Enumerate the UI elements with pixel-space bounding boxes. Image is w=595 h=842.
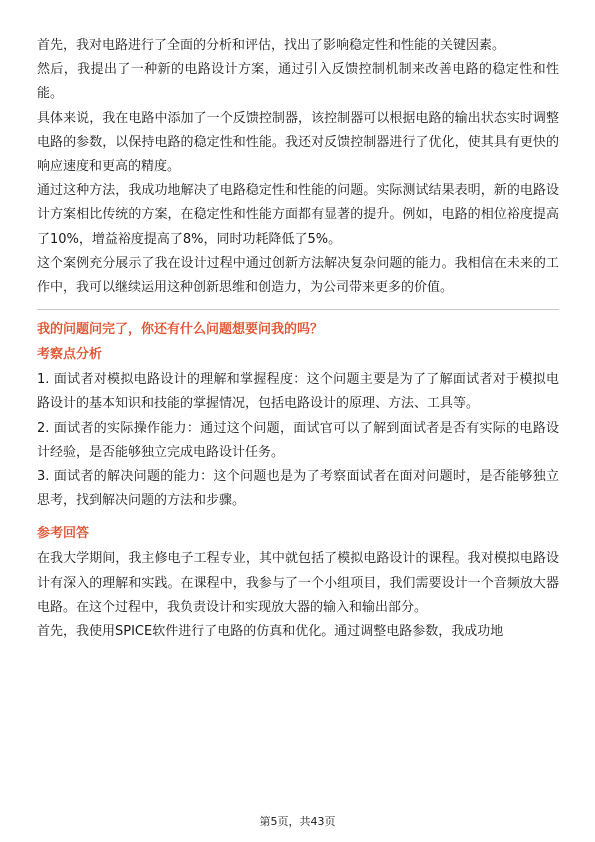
body-paragraph: 首先，我对电路进行了全面的分析和评估，找出了影响稳定性和性能的关键因素。 xyxy=(37,38,506,53)
interview-question: 我的问题问完了，你还有什么问题想要问我的吗？ xyxy=(37,322,324,338)
body-paragraph: 然后，我提出了一种新的电路设计方案，通过引入反馈控制机制来改善电路的稳定性和性能。 xyxy=(37,62,559,102)
document-page xyxy=(37,34,559,644)
body-paragraph: 这个案例充分展示了我在设计过程中通过创新方法解决复杂问题的能力。我相信在未来的工作中，我可以继续运用这种创新思维和创造力，为公司带来更多的价值。 xyxy=(37,255,559,296)
analysis-item: 2. 面试者的实际操作能力：通过这个问题，面试官可以了解到面试者是否有实际的电路设计经验，是否能够独立完成电路设计任务。 xyxy=(37,420,559,460)
body-paragraph: 具体来说，我在电路中添加了一个反馈控制器，该控制器可以根据电路的输出状态实时调整电路的参数，以保持电路的稳定性和性能。我还对反馈控制器进行了优化，使其具有更快的响应速度和更高的精度。 xyxy=(37,110,559,175)
body-paragraph: 通过这种方法，我成功地解决了电路稳定性和性能的问题。实际测试结果表明，新的电路设计方案相比传统的方案，在稳定性和性能方面都有显著的提升。例如，电路的相位裕度提高了10%，增益裕度提高了8%，同时功耗降低了5%。 xyxy=(37,183,559,247)
analysis-item: 3. 面试者的解决问题的能力：这个问题也是为了考察面试者在面对问题时，是否能够独立思考，找到解决问题的方法和步骤。 xyxy=(37,469,559,509)
section-divider xyxy=(37,309,559,310)
answer-paragraph: 在我大学期间，我主修电子工程专业，其中就包括了模拟电路设计的课程。我对模拟电路设计有深入的理解和实践。在课程中，我参与了一个小组项目，我们需要设计一个音频放大器电路。在这个过程中，我负责设计和实现放大器的输入和输出部分。 xyxy=(37,551,559,615)
analysis-heading: 考察点分析 xyxy=(37,347,103,363)
page-number: 第5页，共43页 xyxy=(259,815,336,828)
answer-heading: 参考回答 xyxy=(37,526,90,542)
analysis-item: 1. 面试者对模拟电路设计的理解和掌握程度：这个问题主要是为了了解面试者对于模拟电路设计的基本知识和技能的掌握情况，包括电路设计的原理、方法、工具等。 xyxy=(37,372,559,412)
answer-paragraph: 首先，我使用SPICE软件进行了电路的仿真和优化。通过调整电路参数，我成功地 xyxy=(37,624,504,640)
